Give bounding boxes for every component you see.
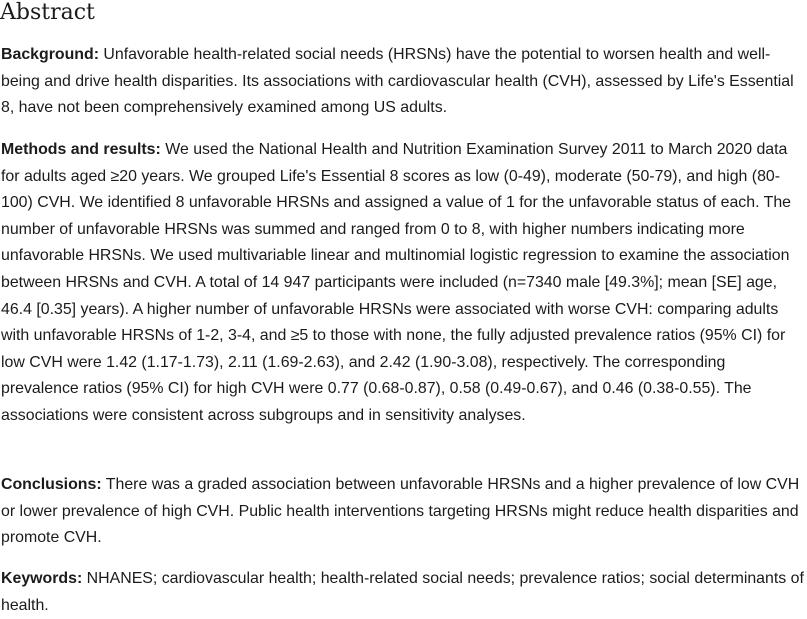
methods-results-paragraph <box>1 137 806 430</box>
keywords-label: Keywords: <box>1 570 83 587</box>
methods-results-text: We used the National Health and Nutrition Examination Survey 2011 to March 2020 data for adults aged ≥20 years. We grouped Life's Essential 8 scores as low (0-49), moderate (50-79), and high (80-100) CVH. We identified 8 unfavorable HRSNs and assigned a value of 1 for the unfavorable status of each. The number of unfavorable HRSNs was summed and ranged from 0 to 8, with higher numbers indicating more unfavorable HRSNs. We used multivariable linear and multinomial logistic regression to examine the association between HRSNs and CVH. A total of 14 947 participants were included (n=7340 male [49.3%]; mean [SE] age, 46.4 [0.35] years). A higher number of unfavorable HRSNs were associated with worse CVH: comparing adults with unfavorable HRSNs of 1-2, 3-4, and ≥5 to those with none, the fully adjusted prevalence ratios (95% CI) for low CVH were 1.42 (1.17-1.73), 2.11 (1.69-2.63), and 2.42 (1.90-3.08), respectively. The corresponding prevalence ratios (95% CI) for high CVH were 0.77 (0.68-0.87), 0.58 (0.49-0.67), and 0.46 (0.38-0.55). The associations were consistent across subgroups and in sensitivity analyses. <box>1 141 792 424</box>
methods-results-label: Methods and results: <box>1 141 161 158</box>
keywords-text: NHANES; cardiovascular health; health-related social needs; prevalence ratios; social determinants of health. <box>1 570 804 614</box>
keywords-paragraph <box>1 566 806 619</box>
background-text: Unfavorable health-related social needs (HRSNs) have the potential to worsen health and well-being and drive health disparities. Its associations with cardiovascular health (CVH), assessed by Life's Essential 8, have not been comprehensively examined among US adults. <box>1 46 794 117</box>
background-label: Background: <box>1 46 99 63</box>
abstract-heading: Abstract <box>0 0 95 25</box>
background-paragraph <box>1 42 806 122</box>
conclusions-text: There was a graded association between unfavorable HRSNs and a higher prevalence of low CVH or lower prevalence of high CVH. Public health interventions targeting HRSNs might reduce health disparities and promote CVH. <box>1 476 800 547</box>
conclusions-paragraph <box>1 472 806 552</box>
conclusions-label: Conclusions: <box>1 476 102 493</box>
